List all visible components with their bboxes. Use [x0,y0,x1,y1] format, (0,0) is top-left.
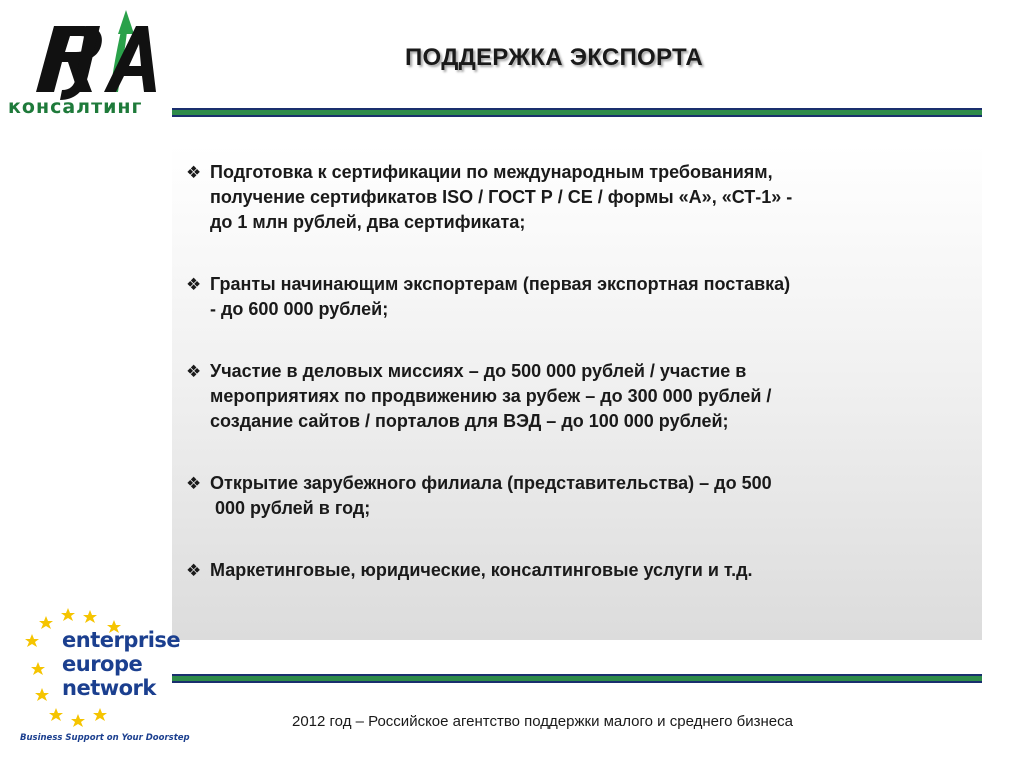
een-line-2: europe [62,652,143,676]
list-item-line: создание сайтов / порталов для ВЭД – до 100 000 рублей; [210,411,729,431]
page-title: ПОДДЕРЖКА ЭКСПОРТА [405,44,704,71]
list-item-line: Гранты начинающим экспортерам (первая экспортная поставка) [210,274,791,294]
diamond-bullet-icon: ❖ [186,163,202,182]
star-icon [83,610,97,623]
list-item [186,471,966,521]
star-icon [31,662,45,675]
header-separator [172,108,982,117]
list-item-line: Открытие зарубежного филиала (представительства) – до 500 [210,473,772,493]
list-item [186,160,966,235]
list-item-line: получение сертификатов ISO / ГОСТ Р / CE / формы «А», «СТ-1» - [210,187,793,207]
star-icon [71,714,85,727]
logo-caption: консалтинг [8,96,143,118]
list-item [186,272,966,322]
star-icon [35,688,49,701]
footer-separator [172,674,982,683]
diamond-bullet-icon: ❖ [186,275,202,294]
star-icon [61,608,75,621]
list-item [186,558,966,583]
een-tagline: Business Support on Your Doorstep [20,733,190,743]
list-item [186,359,966,434]
list-item-line: Подготовка к сертификации по международным требованиям, [210,162,773,182]
list-item-line: до 1 млн рублей, два сертификата; [210,212,526,232]
diamond-bullet-icon: ❖ [186,362,202,381]
star-icon [25,634,39,647]
list-item-line: мероприятиях по продвижению за рубеж – до 300 000 рублей / [210,386,772,406]
diamond-bullet-icon: ❖ [186,474,202,493]
list-item-line: Маркетинговые, юридические, консалтинговые услуги и т.д. [210,560,753,580]
star-icon [39,616,53,629]
een-line-3: network [62,676,156,700]
footer-text: 2012 год – Российское агентство поддержки малого и среднего бизнеса [292,713,793,730]
star-icon [93,708,107,721]
list-item-line: Участие в деловых миссиях – до 500 000 рублей / участие в [210,361,747,381]
een-line-1: enterprise [62,628,181,652]
bullet-list [186,160,966,583]
star-icon [49,708,63,721]
diamond-bullet-icon: ❖ [186,561,202,580]
list-item-line: 000 рублей в год; [210,498,371,518]
list-item-line: - до 600 000 рублей; [210,299,389,319]
